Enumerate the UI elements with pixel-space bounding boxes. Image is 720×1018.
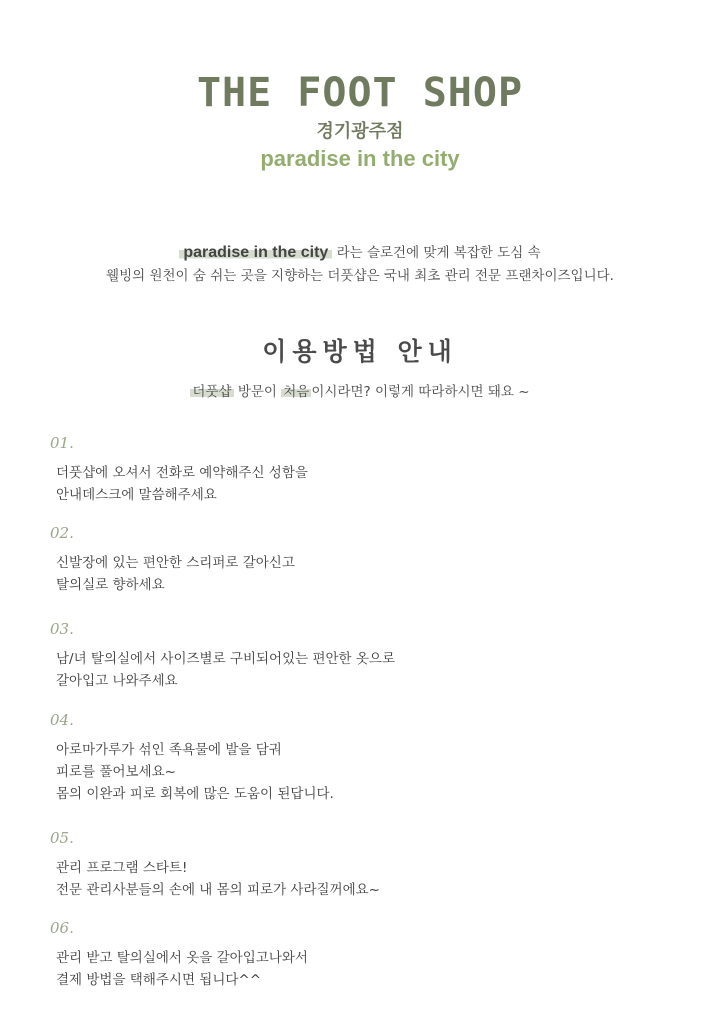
guide-sub-rest: 이시라면? 이렇게 따라하시면 돼요 ~ [311,384,530,400]
branch-name: 경기광주점 [316,121,404,142]
step-text: 신발장에 있는 편안한 스리퍼로 갈아신고 [56,555,295,571]
intro-line-1 [0,241,720,265]
step-text: 갈아입고 나와주세요 [56,673,178,689]
step-text: 결제 방법을 택해주시면 됩니다^^ [56,972,262,988]
step-text: 관리 프로그램 스타트! [56,860,188,876]
guide-title: 이용방법 안내 [262,337,458,366]
brand-title: THE FOOT SHOP [196,70,524,116]
step-text: 몸의 이완과 피로 회복에 많은 도움이 된답니다. [56,786,334,802]
step-2 [50,524,670,596]
step-number: 03. [50,620,74,638]
guide-subtitle [0,380,720,400]
step-text: 전문 관리사분들의 손에 내 몸의 피로가 사라질꺼에요~ [56,882,380,898]
step-number: 06. [50,919,74,937]
step-text: 관리 받고 탈의실에서 옷을 갈아입고나와서 [56,950,308,966]
guide-sub-mid: 방문이 [233,384,282,400]
step-number: 04. [50,711,74,729]
slogan: paradise in the city [260,146,460,171]
step-6 [50,919,670,991]
step-text: 안내데스크에 말씀해주세요 [56,487,217,503]
step-4 [50,711,670,805]
step-number: 02. [50,524,74,542]
step-text: 탈의실로 향하세요 [56,577,165,593]
step-1 [50,434,670,506]
step-5 [50,829,670,901]
step-text: 더풋샵에 오셔서 전화로 예약해주신 성함을 [56,465,308,481]
guide-sub-highlight-2: 처음 [283,384,310,400]
step-3 [50,620,670,692]
intro-line-2: 웰빙의 원천이 숨 쉬는 곳을 지향하는 더풋샵은 국내 최초 관리 전문 프랜차이즈입니다. [106,268,614,284]
step-text: 아로마가루가 섞인 족욕물에 발을 담궈 [56,742,282,758]
step-text: 피로를 풀어보세요~ [56,764,176,780]
guide-sub-highlight-1: 더풋샵 [192,384,232,400]
step-number: 01. [50,434,74,452]
intro-highlight: paradise in the city [179,244,332,261]
step-number: 05. [50,829,74,847]
step-text: 남/녀 탈의실에서 사이즈별로 구비되어있는 편안한 옷으로 [56,651,395,667]
intro-text [0,241,720,288]
intro-line-1-rest: 라는 슬로건에 맞게 복잡한 도심 속 [332,245,541,261]
